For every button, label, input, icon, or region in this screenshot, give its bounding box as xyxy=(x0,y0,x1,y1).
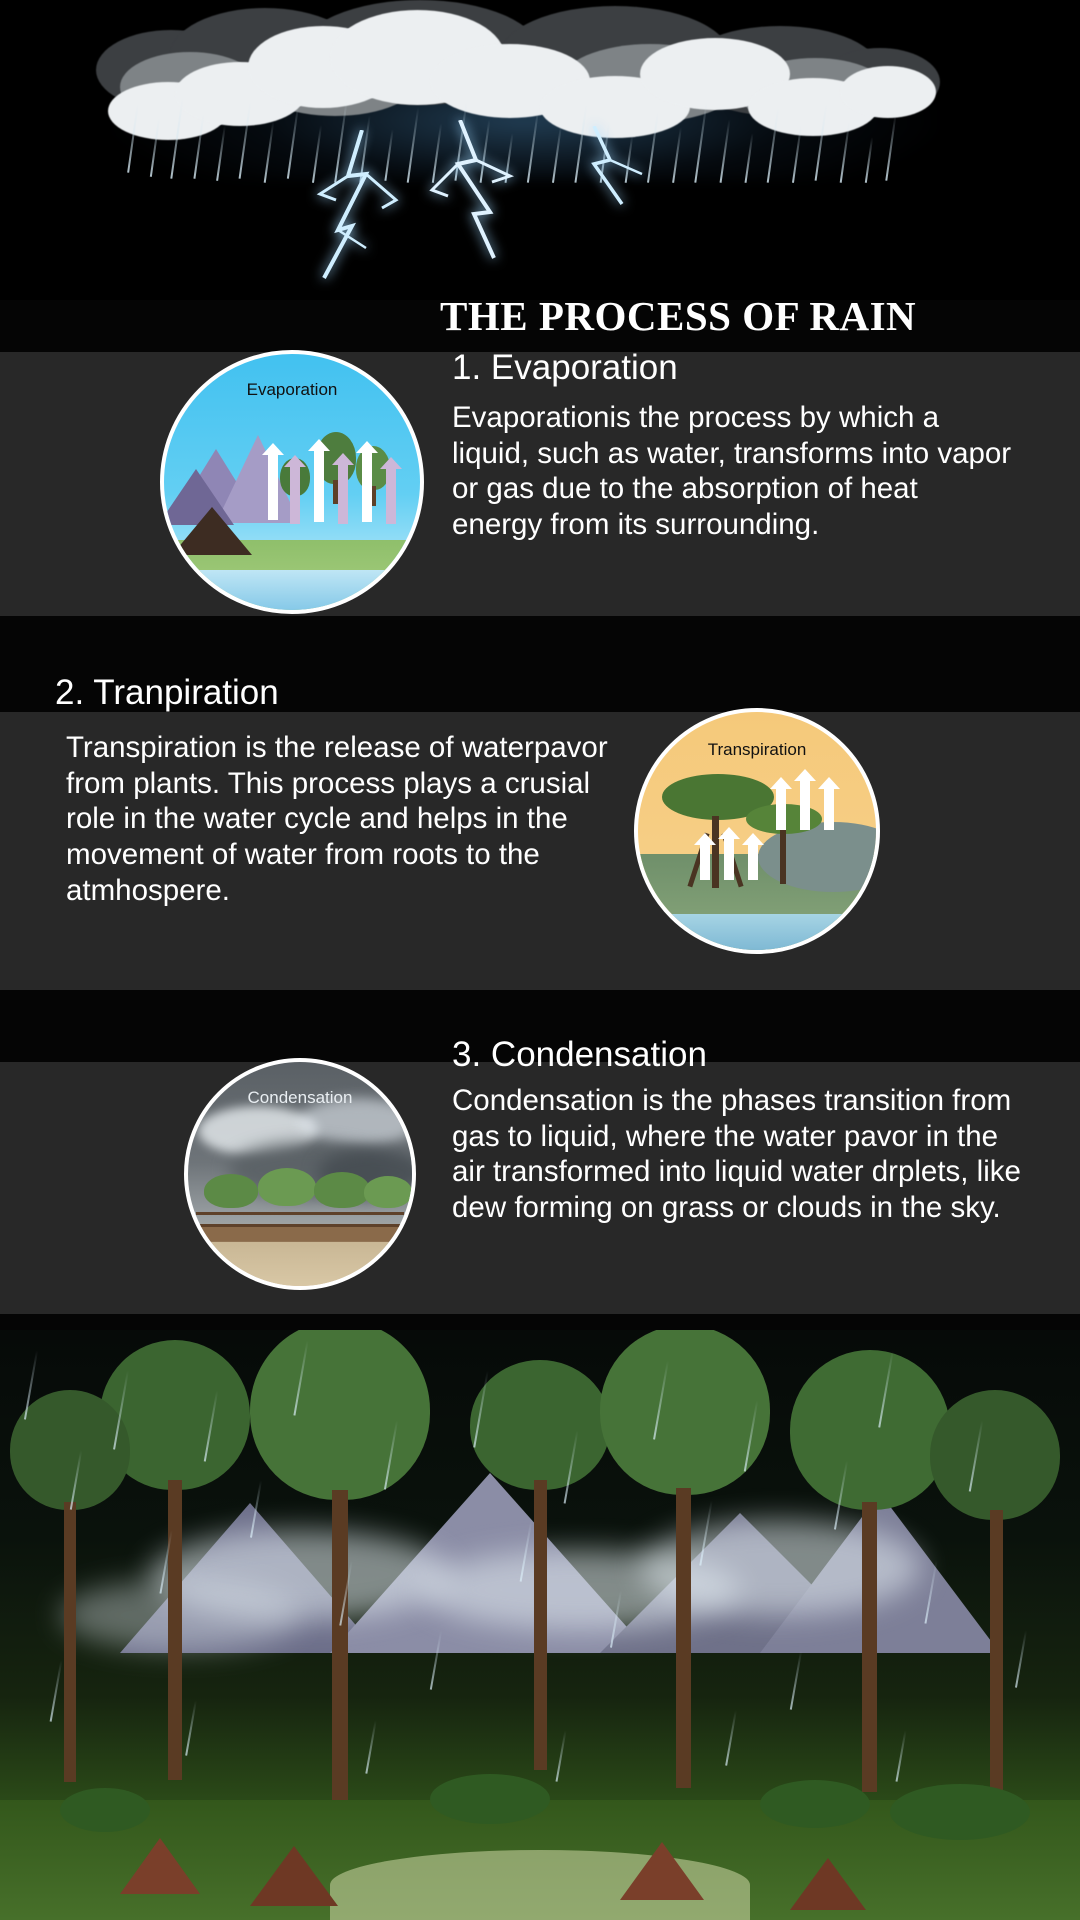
vapor-arrow xyxy=(776,788,786,830)
lightning-bolt-icon xyxy=(420,120,540,260)
tree-trunk xyxy=(534,1480,547,1770)
transpiration-illustration xyxy=(634,708,880,954)
section-heading-transpiration: 2. Tranpiration xyxy=(55,673,279,712)
condensation-illustration xyxy=(184,1058,416,1290)
vapor-arrow xyxy=(268,454,278,520)
tree-shape xyxy=(790,1350,950,1510)
vapor-arrow xyxy=(314,450,324,522)
water-shape xyxy=(638,914,876,950)
page-title: THE PROCESS OF RAIN xyxy=(440,293,917,339)
tree-trunk xyxy=(780,830,786,884)
vapor-arrow xyxy=(800,780,810,830)
vapor-arrow xyxy=(748,844,758,880)
section-body-evaporation: Evaporationis the process by which a liquid, such as water, transforms into vapor or gas due to the absorption of heat energy from its surrounding. xyxy=(452,401,1012,542)
rainy-forest-scene xyxy=(0,1330,1080,1920)
section-heading-condensation: 3. Condensation xyxy=(452,1035,707,1074)
section-heading-evaporation: 1. Evaporation xyxy=(452,348,678,387)
lightning-bolt-icon xyxy=(300,130,420,280)
ground-shape xyxy=(188,1226,412,1286)
tree-shape xyxy=(364,1176,412,1208)
bush-shape xyxy=(430,1774,550,1824)
tree-trunk xyxy=(332,1490,348,1800)
evaporation-illustration-label: Evaporation xyxy=(246,380,338,399)
bush-shape xyxy=(890,1784,1030,1840)
vapor-arrow xyxy=(700,844,710,880)
rock-shape xyxy=(790,1855,866,1910)
section-body-condensation: Condensation is the phases transition from gas to liquid, where the water pavor in the air transformed into liquid water drplets, like dew forming on grass or clouds in the sky. xyxy=(452,1084,1021,1225)
bush-shape xyxy=(760,1780,870,1828)
fence-rail xyxy=(196,1212,404,1215)
vapor-arrow xyxy=(824,788,834,830)
tree-shape xyxy=(250,1330,430,1500)
vapor-arrow xyxy=(362,452,372,522)
tree-shape xyxy=(204,1174,258,1208)
rock-shape xyxy=(250,1843,338,1906)
condensation-illustration-label: Condensation xyxy=(247,1088,353,1107)
tree-shape xyxy=(930,1390,1060,1520)
vapor-arrow xyxy=(290,466,300,524)
fence-rail xyxy=(196,1224,404,1227)
tree-trunk xyxy=(64,1502,76,1782)
tree-trunk xyxy=(990,1510,1003,1790)
vapor-arrow xyxy=(724,838,734,880)
rock-shape xyxy=(120,1835,200,1894)
vapor-arrow xyxy=(338,464,348,524)
tree-trunk xyxy=(862,1502,877,1792)
tree-trunk xyxy=(168,1480,182,1780)
rock-shape xyxy=(620,1839,704,1900)
tree-shape xyxy=(470,1360,610,1490)
water-shape xyxy=(164,570,420,610)
bush-shape xyxy=(60,1788,150,1832)
rock-shape xyxy=(172,504,252,555)
section-body-transpiration: Transpiration is the release of waterpavor from plants. This process plays a crusial role in the water cycle and helps in the movement of water from roots to the atmhospere. xyxy=(66,731,608,907)
tree-shape xyxy=(10,1390,130,1510)
evaporation-illustration xyxy=(160,350,424,614)
vapor-arrow xyxy=(386,468,396,524)
storm-clouds-with-lightning xyxy=(0,0,1080,300)
tree-shape xyxy=(258,1168,316,1206)
tree-trunk xyxy=(676,1488,691,1788)
lightning-bolt-icon xyxy=(560,126,670,226)
transpiration-illustration-label: Transpiration xyxy=(707,740,807,759)
tree-shape xyxy=(314,1172,370,1208)
